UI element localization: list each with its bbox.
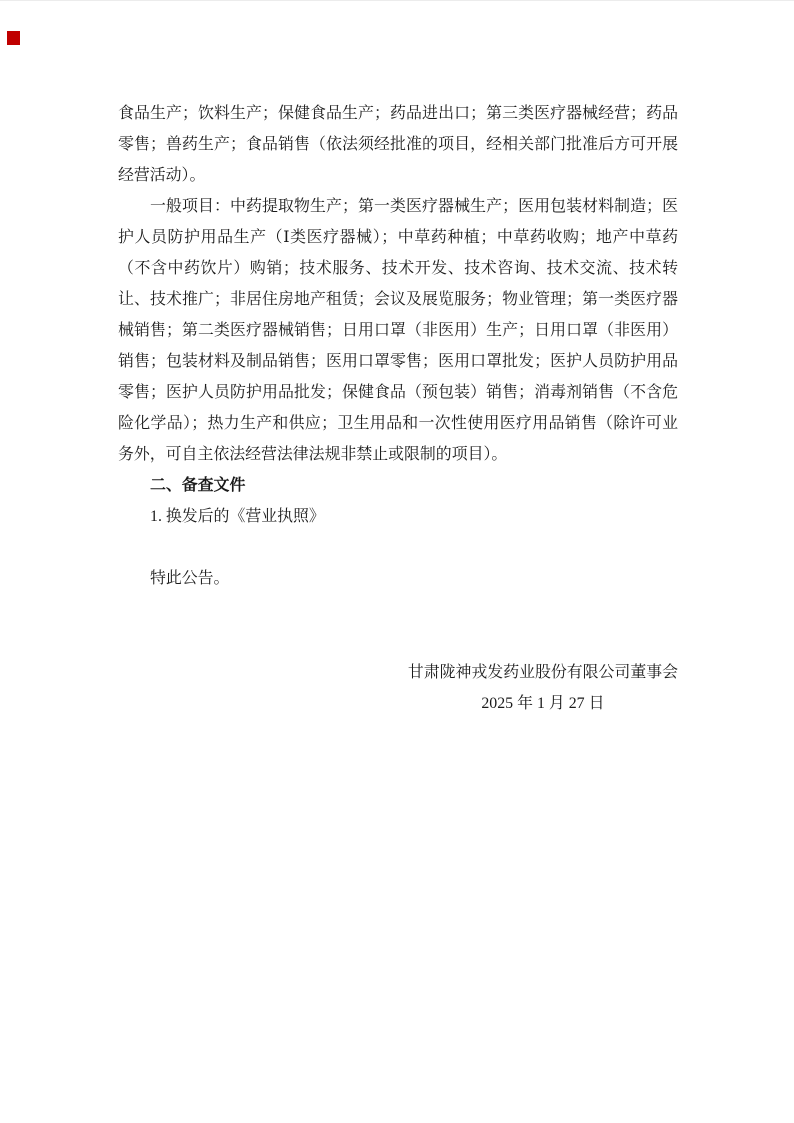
signature-inner [408,657,678,719]
general-items-paragraph: 一般项目：中药提取物生产；第一类医疗器械生产；医用包装材料制造；医护人员防护用品生产（Ⅰ类医疗器械）；中草药种植；中草药收购；地产中草药（不含中药饮片）购销；技术服务、技术开发、技术咨询、技术交流、技术转让、技术推广；非居住房地产租赁；会议及展览服务；物业管理；第一类医疗器械销售；第二类医疗器械销售；日用口罩（非医用）生产；日用口罩（非医用）销售；包装材料及制品销售；医用口罩零售；医用口罩批发；医护人员防护用品零售；医护人员防护用品批发；保健食品（预包装）销售；消毒剂销售（不含危险化学品）；热力生产和供应；卫生用品和一次性使用医疗用品销售（除许可业务外，可自主依法经营法律法规非禁止或限制的项目）。 [118,198,678,463]
document-body [118,98,678,719]
reference-document-item: 1. 换发后的《营业执照》 [150,508,325,525]
closing-statement: 特此公告。 [150,570,230,587]
signature-company: 甘肃陇神戎发药业股份有限公司董事会 [407,664,678,681]
section-heading-filing-documents: 二、备查文件 [150,477,246,494]
red-corner-mark [7,31,20,45]
signature-date: 2025 年 1 月 27 日 [481,695,605,712]
signature-block [118,657,678,719]
licensed-items-paragraph: 食品生产；饮料生产；保健食品生产；药品进出口；第三类医疗器械经营；药品零售；兽药生产；食品销售（依法须经批准的项目，经相关部门批准后方可开展经营活动）。 [118,105,678,184]
